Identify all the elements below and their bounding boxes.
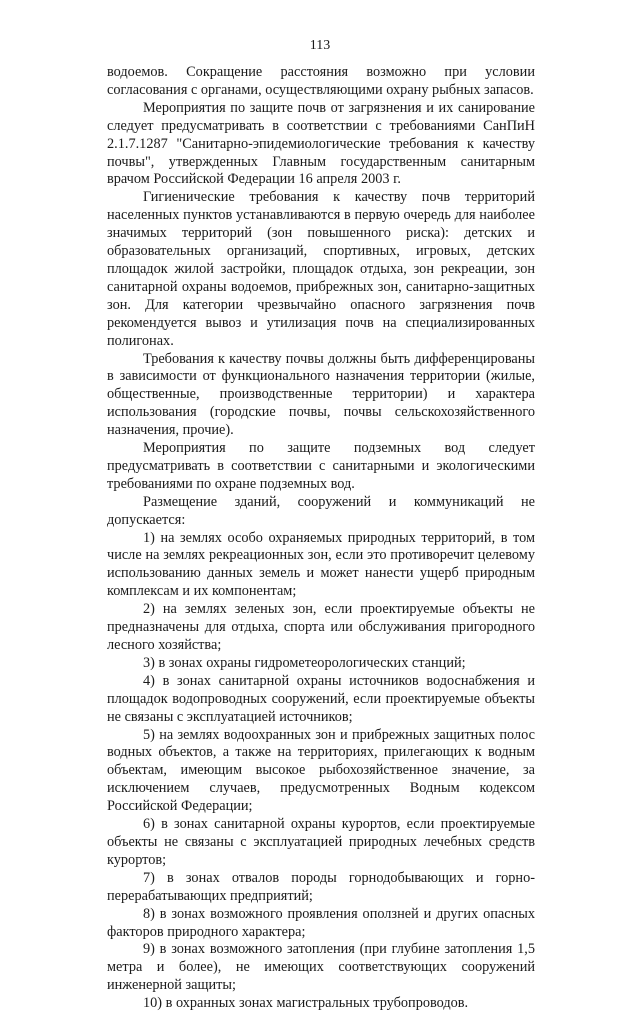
paragraph-groundwater: Мероприятия по защите подземных вод следует предусматривать в соответствии с санитарными и экологическими требованиями по охране подземных вод. (107, 440, 535, 492)
list-item-6: 6) в зонах санитарной охраны курортов, если проектируемые объекты не связаны с эксплуатацией природных лечебных средств курортов; (107, 816, 535, 868)
list-item-10: 10) в охранных зонах магистральных трубопроводов. (143, 995, 469, 1012)
list-item-4: 4) в зонах санитарной охраны источников водоснабжения и площадок водопроводных сооружений, если проектируемые объекты не связаны с эксплуатацией источников; (107, 672, 535, 725)
list-item-8: 8) в зонах возможного проявления оползней и других опасных факторов природного характера; (107, 905, 535, 940)
paragraph-soil-protection: Мероприятия по защите почв от загрязнения и их санирование следует предусматривать в соответствии с требованиями СанПиН 2.1.7.1287 "Санитарно-эпидемиологические требования к качеству почвы", утвержденных Главным государственным санитарным врачом Российской Федерации 16 апреля 2003 г. (107, 99, 535, 188)
list-item-9: 9) в зонах возможного затопления (при глубине затопления 1,5 метра и более), не имеющих соответствующих сооружений инженерной защиты; (107, 941, 535, 994)
paragraph-placement-intro: Размещение зданий, сооружений и коммуникаций не допускается: (107, 493, 535, 528)
document-body (107, 64, 535, 1013)
page-number: 113 (309, 38, 331, 53)
paragraph-hygienic-requirements: Гигиенические требования к качеству почв территорий населенных пунктов устанавливаются в первую очередь для наиболее значимых территорий (зон повышенного риска): детских и образовательных организаций, спортивных, игровых, детских площадок жилой застройки, площадок отдыха, зон рекреации, зон санитарной охраны водоемов, прибрежных зон, санитарно-защитных зон. Для категории чрезвычайно опасного загрязнения почв рекомендуется вывоз и утилизация почв на специализированных полигонах. (107, 189, 535, 349)
list-item-7: 7) в зонах отвалов породы горнодобывающих и горно-перерабатывающих предприятий; (107, 869, 535, 904)
list-item-2: 2) на землях зеленых зон, если проектируемые объекты не предназначены для отдыха, спорта или обслуживания пригородного лесного хозяйства; (107, 601, 535, 653)
paragraph-soil-quality: Требования к качеству почвы должны быть дифференцированы в зависимости от функционального назначения территории (жилые, общественные, производственные территории) и характера использования (городские почвы, почвы сельскохозяйственного назначения, прочие). (107, 350, 535, 439)
list-item-3: 3) в зонах охраны гидрометеорологических станций; (143, 654, 466, 671)
list-item-1: 1) на землях особо охраняемых природных территорий, в том числе на землях рекреационных зон, если это противоречит целевому использованию данных земель и может нанести ущерб природным комплексам и их компонентам; (107, 529, 535, 600)
list-item-5: 5) на землях водоохранных зон и прибрежных защитных полос водных объектов, а также на территориях, прилегающих к водным объектам, имеющим высокое рыбохозяйственное значение, за исключением случаев, предусмотренных Водным кодексом Российской Федерации; (107, 726, 535, 815)
paragraph-continuation: водоемов. Сокращение расстояния возможно при условии согласования с органами, осуществляющими охрану рыбных запасов. (107, 64, 535, 98)
